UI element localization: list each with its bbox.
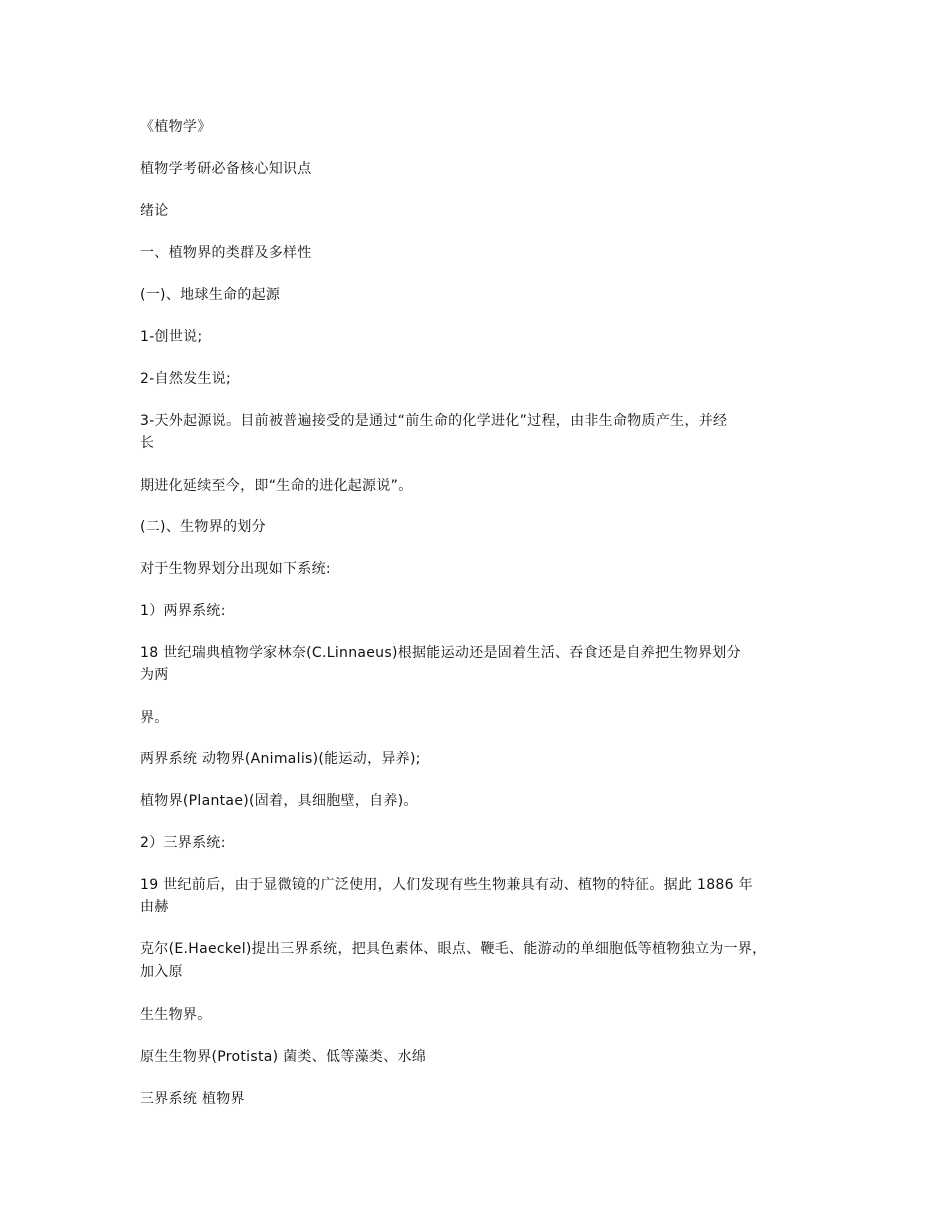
paragraph-line: 由赫: [140, 899, 169, 915]
paragraph-line: 期进化延续至今，即“生命的进化起源说”。: [140, 478, 413, 494]
doc-subtitle: 植物学考研必备核心知识点: [140, 161, 312, 177]
paragraph-line: 对于生物界划分出现如下系统:: [140, 561, 331, 577]
paragraph-line: 界。: [140, 710, 169, 726]
paragraph-line: 三界系统 植物界: [140, 1091, 245, 1107]
section-heading: 一、植物界的类群及多样性: [140, 245, 312, 261]
subsection-heading: (二)、生物界的划分: [140, 519, 266, 535]
paragraph-line: 两界系统 动物界(Animalis)(能运动，异养);: [140, 751, 421, 767]
paragraph-line: 原生生物界(Protista) 菌类、低等藻类、水绵: [140, 1049, 427, 1065]
paragraph-line: 18 世纪瑞典植物学家林奈(C.Linnaeus)根据能运动还是固着生活、吞食还是自养把生物界划分: [140, 645, 741, 661]
paragraph-line: 长: [140, 435, 155, 451]
paragraph-line: 加入原: [140, 964, 183, 980]
paragraph-line: 2）三界系统:: [140, 835, 226, 851]
paragraph-line: 为两: [140, 667, 169, 683]
section-heading: 绪论: [140, 203, 169, 219]
paragraph-line: 植物界(Plantae)(固着，具细胞壁，自养)。: [140, 793, 418, 809]
paragraph-line: 1）两界系统:: [140, 603, 226, 619]
paragraph-line: 1-创世说;: [140, 329, 203, 345]
paragraph-line: 克尔(E.Haeckel)提出三界系统，把具色素体、眼点、鞭毛、能游动的单细胞低等植物独立为一界，: [140, 941, 767, 957]
paragraph-line: 2-自然发生说;: [140, 371, 232, 387]
subsection-heading: (一)、地球生命的起源: [140, 287, 281, 303]
paragraph-line: 生生物界。: [140, 1007, 212, 1023]
paragraph-line: 3-天外起源说。目前被普遍接受的是通过“前生命的化学进化”过程，由非生命物质产生，并经: [140, 413, 728, 429]
paragraph-line: 19 世纪前后，由于显微镜的广泛使用，人们发现有些生物兼具有动、植物的特征。据此 1886 年: [140, 877, 753, 893]
doc-title: 《植物学》: [140, 119, 212, 135]
